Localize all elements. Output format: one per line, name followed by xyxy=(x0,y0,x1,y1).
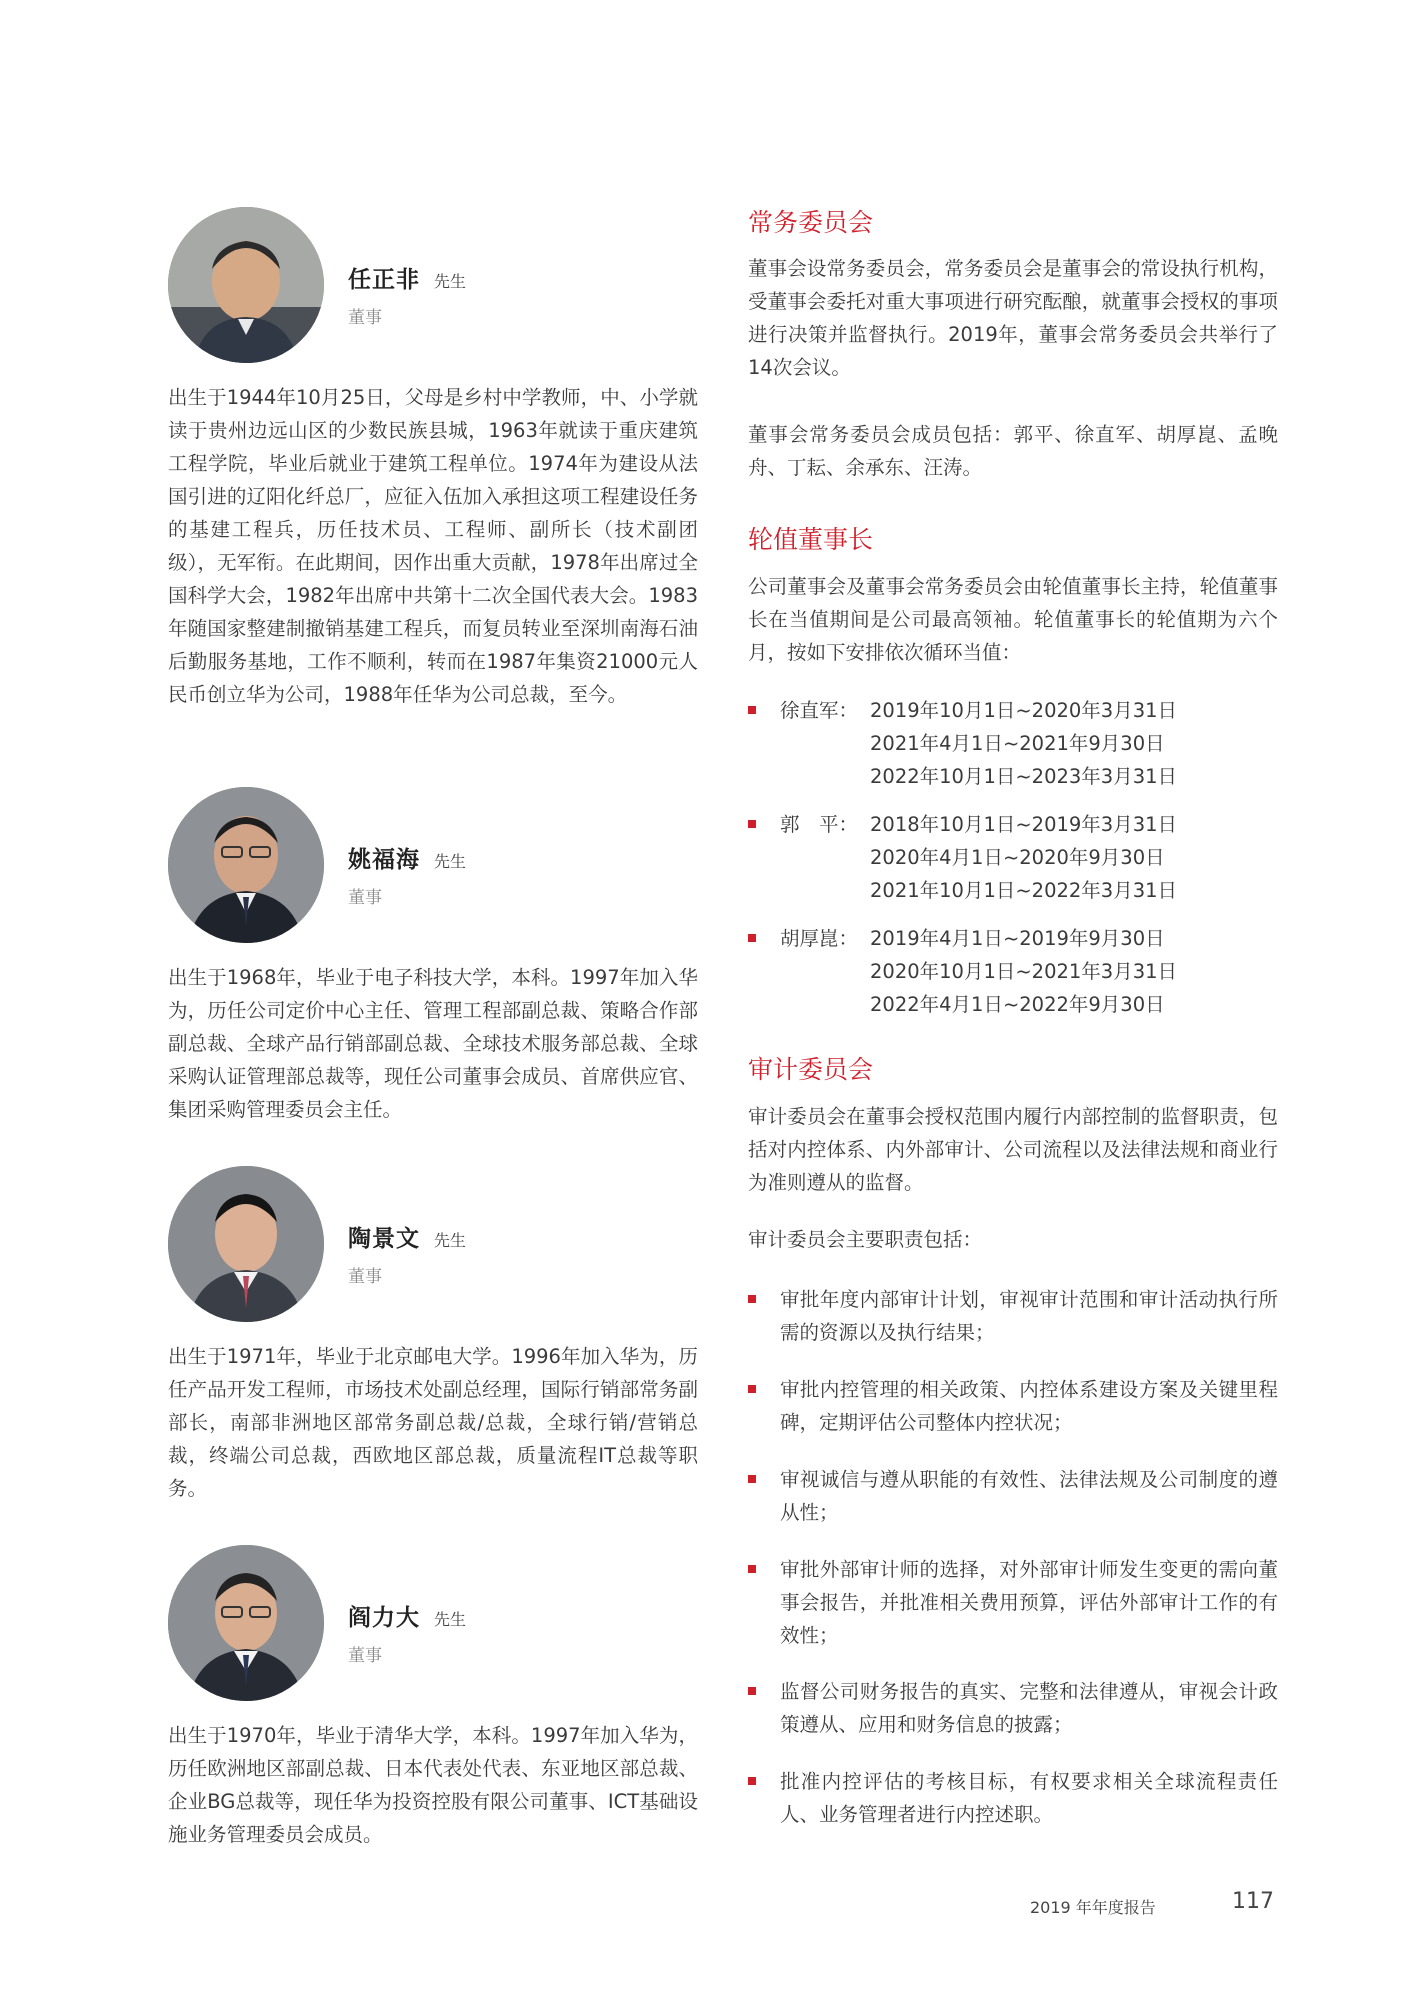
rotation-periods xyxy=(870,922,1177,1021)
director-honorific: 先生 xyxy=(434,272,467,291)
audit-duty-text: 审批外部审计师的选择，对外部审计师发生变更的需向董事会报告，并批准相关费用预算，评估外部审计工作的有效性； xyxy=(780,1558,1278,1647)
audit-duty-text: 批准内控评估的考核目标，有权要求相关全球流程责任人、业务管理者进行内控述职。 xyxy=(780,1770,1278,1826)
director-bio: 出生于1944年10月25日，父母是乡村中学教师，中、小学就读于贵州边远山区的少数民族县城，1963年就读于重庆建筑工程学院，毕业后就业于建筑工程单位。1974年为建设从法国引进的辽阳化纤总厂，应征入伍加入承担这项工程建设任务的基建工程兵，历任技术员、工程师、副所长（技术副团级），无军衔。在此期间，因作出重大贡献，1978年出席过全国科学大会，1982年出席中共第十二次全国代表大会。1983年随国家整建制撤销基建工程兵，而复员转业至深圳南海石油后勤服务基地，工作不顺利，转而在1987年集资21000元人民币创立华为公司，1988年任华为公司总裁，至今。 xyxy=(168,386,698,706)
audit-duty-text: 审批内控管理的相关政策、内控体系建设方案及关键里程碑，定期评估公司整体内控状况； xyxy=(780,1378,1278,1434)
bullet-square-icon xyxy=(748,1475,756,1483)
director-name: 任正非 xyxy=(348,267,420,293)
director-name-line xyxy=(348,261,466,294)
audit-duty-text: 审批年度内部审计计划，审视审计范围和审计活动执行所需的资源以及执行结果； xyxy=(780,1288,1278,1344)
rotation-chairman-name: 胡厚崑： xyxy=(780,927,859,950)
bullet-square-icon xyxy=(748,706,756,714)
audit-duty-text: 审视诚信与遵从职能的有效性、法律法规及公司制度的遵从性； xyxy=(780,1468,1278,1524)
bullet-square-icon xyxy=(748,820,756,828)
rotation-chairman-name: 徐直军： xyxy=(780,699,859,722)
rotation-period: 2022年10月1日~2023年3月31日 xyxy=(870,765,1178,788)
director-honorific: 先生 xyxy=(434,1610,467,1629)
director-photo xyxy=(168,207,324,363)
audit-committee-duties-intro: 审计委员会主要职责包括： xyxy=(748,1228,983,1251)
bullet-square-icon xyxy=(748,934,756,942)
bullet-square-icon xyxy=(748,1687,756,1695)
audit-committee-description: 审计委员会在董事会授权范围内履行内部控制的监督职责，包括对内控体系、内外部审计、公司流程以及法律法规和商业行为准则遵从的监督。 xyxy=(748,1105,1278,1194)
director-photo xyxy=(168,1545,324,1701)
director-portrait-icon xyxy=(168,787,324,943)
director-honorific: 先生 xyxy=(434,1231,467,1250)
rotation-period: 2020年4月1日~2020年9月30日 xyxy=(870,846,1165,869)
director-bio: 出生于1971年，毕业于北京邮电大学。1996年加入华为，历任产品开发工程师，市场技术处副总经理，国际行销部常务副部长，南部非洲地区部常务副总裁/总裁，全球行销/营销总裁，终端公司总裁，西欧地区部总裁，质量流程IT总裁等职务。 xyxy=(168,1345,698,1500)
director-bio: 出生于1970年，毕业于清华大学，本科。1997年加入华为，历任欧洲地区部副总裁、日本代表处代表、东亚地区部总裁、企业BG总裁等，现任华为投资控股有限公司董事、ICT基础设施业务管理委员会成员。 xyxy=(168,1724,698,1846)
rotation-periods xyxy=(870,808,1177,907)
director-portrait-icon xyxy=(168,207,324,363)
rotation-chairman-name: 郭 平： xyxy=(780,813,859,836)
audit-committee-title: 审计委员会 xyxy=(748,1055,874,1084)
standing-committee-description: 董事会设常务委员会，常务委员会是董事会的常设执行机构，受董事会委托对重大事项进行研究酝酿，就董事会授权的事项进行决策并监督执行。2019年，董事会常务委员会共举行了14次会议。 xyxy=(748,257,1278,379)
rotating-chairman-title: 轮值董事长 xyxy=(748,525,874,554)
bullet-square-icon xyxy=(748,1777,756,1785)
director-role: 董事 xyxy=(348,1267,382,1287)
rotation-period: 2019年10月1日~2020年3月31日 xyxy=(870,699,1178,722)
rotation-period: 2019年4月1日~2019年9月30日 xyxy=(870,927,1165,950)
rotation-periods xyxy=(870,694,1177,793)
director-name: 姚福海 xyxy=(348,847,420,873)
bullet-square-icon xyxy=(748,1385,756,1393)
director-photo xyxy=(168,1166,324,1322)
director-name: 陶景文 xyxy=(348,1226,420,1252)
director-role: 董事 xyxy=(348,1646,382,1666)
director-role: 董事 xyxy=(348,888,382,908)
rotation-period: 2021年10月1日~2022年3月31日 xyxy=(870,879,1178,902)
rotation-period: 2018年10月1日~2019年3月31日 xyxy=(870,813,1178,836)
page-number: 117 xyxy=(1232,1889,1274,1914)
bullet-square-icon xyxy=(748,1295,756,1303)
director-name-line xyxy=(348,1220,466,1253)
rotation-period: 2020年10月1日~2021年3月31日 xyxy=(870,960,1178,983)
director-photo xyxy=(168,787,324,943)
rotation-period: 2021年4月1日~2021年9月30日 xyxy=(870,732,1165,755)
director-bio: 出生于1968年，毕业于电子科技大学，本科。1997年加入华为，历任公司定价中心主任、管理工程部副总裁、策略合作部副总裁、全球产品行销部副总裁、全球技术服务部总裁、全球采购认证管理部总裁等，现任公司董事会成员、首席供应官、集团采购管理委员会主任。 xyxy=(168,966,698,1121)
director-portrait-icon xyxy=(168,1166,324,1322)
standing-committee-title: 常务委员会 xyxy=(748,208,874,237)
director-role: 董事 xyxy=(348,308,382,328)
standing-committee-members: 董事会常务委员会成员包括：郭平、徐直军、胡厚崑、孟晚舟、丁耘、余承东、汪涛。 xyxy=(748,423,1278,479)
director-name-line xyxy=(348,841,466,874)
rotation-period: 2022年4月1日~2022年9月30日 xyxy=(870,993,1165,1016)
director-name-line xyxy=(348,1599,466,1632)
rotating-chairman-description: 公司董事会及董事会常务委员会由轮值董事长主持，轮值董事长在当值期间是公司最高领袖。轮值董事长的轮值期为六个月，按如下安排依次循环当值： xyxy=(748,575,1278,664)
audit-duty-text: 监督公司财务报告的真实、完整和法律遵从，审视会计政策遵从、应用和财务信息的披露； xyxy=(780,1680,1278,1736)
footer-report-title: 2019 年年度报告 xyxy=(1030,1898,1156,1917)
director-name: 阎力大 xyxy=(348,1605,420,1631)
bullet-square-icon xyxy=(748,1565,756,1573)
director-portrait-icon xyxy=(168,1545,324,1701)
director-honorific: 先生 xyxy=(434,852,467,871)
